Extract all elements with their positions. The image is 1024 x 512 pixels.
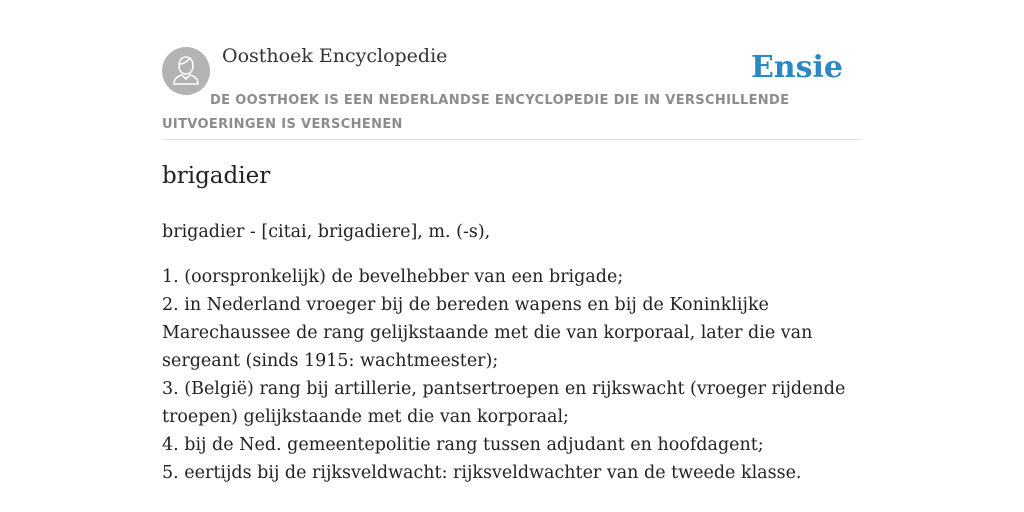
definition-item: 4. bij de Ned. gemeentepolitie rang tussen adjudant en hoofdagent; bbox=[162, 435, 764, 455]
definition-item: 1. (oorspronkelijk) de bevelhebber van een brigade; bbox=[162, 267, 624, 287]
definition-item: 3. (België) rang bij artillerie, pantsertroepen en rijkswacht (vroeger rijdende troepen) gelijkstaande met die van korporaal; bbox=[162, 379, 846, 427]
entry-definitions bbox=[162, 263, 862, 487]
source-description: DE OOSTHOEK IS EEN NEDERLANDSE ENCYCLOPEDIE DIE IN VERSCHILLENDE UITVOERINGEN IS VERSCHENEN bbox=[162, 93, 790, 132]
brand-logo[interactable]: Ensie bbox=[750, 50, 843, 85]
source-header bbox=[162, 0, 862, 140]
definition-item: 5. eertijds bij de rijksveldwacht: rijksveldwachter van de tweede klasse. bbox=[162, 463, 802, 483]
entry-headword-line: brigadier - [citai, brigadiere], m. (-s), bbox=[162, 222, 491, 242]
entry-title: brigadier bbox=[162, 163, 271, 189]
user-icon bbox=[162, 47, 210, 95]
definition-item: 2. in Nederland vroeger bij de bereden wapens en bij de Koninklijke Marechaussee de rang gelijkstaande met die van korporaal, later die van sergeant (sinds 1915: wachtmeester); bbox=[162, 295, 813, 371]
source-name[interactable]: Oosthoek Encyclopedie bbox=[222, 45, 448, 67]
source-avatar[interactable] bbox=[162, 47, 210, 95]
page bbox=[162, 0, 862, 512]
